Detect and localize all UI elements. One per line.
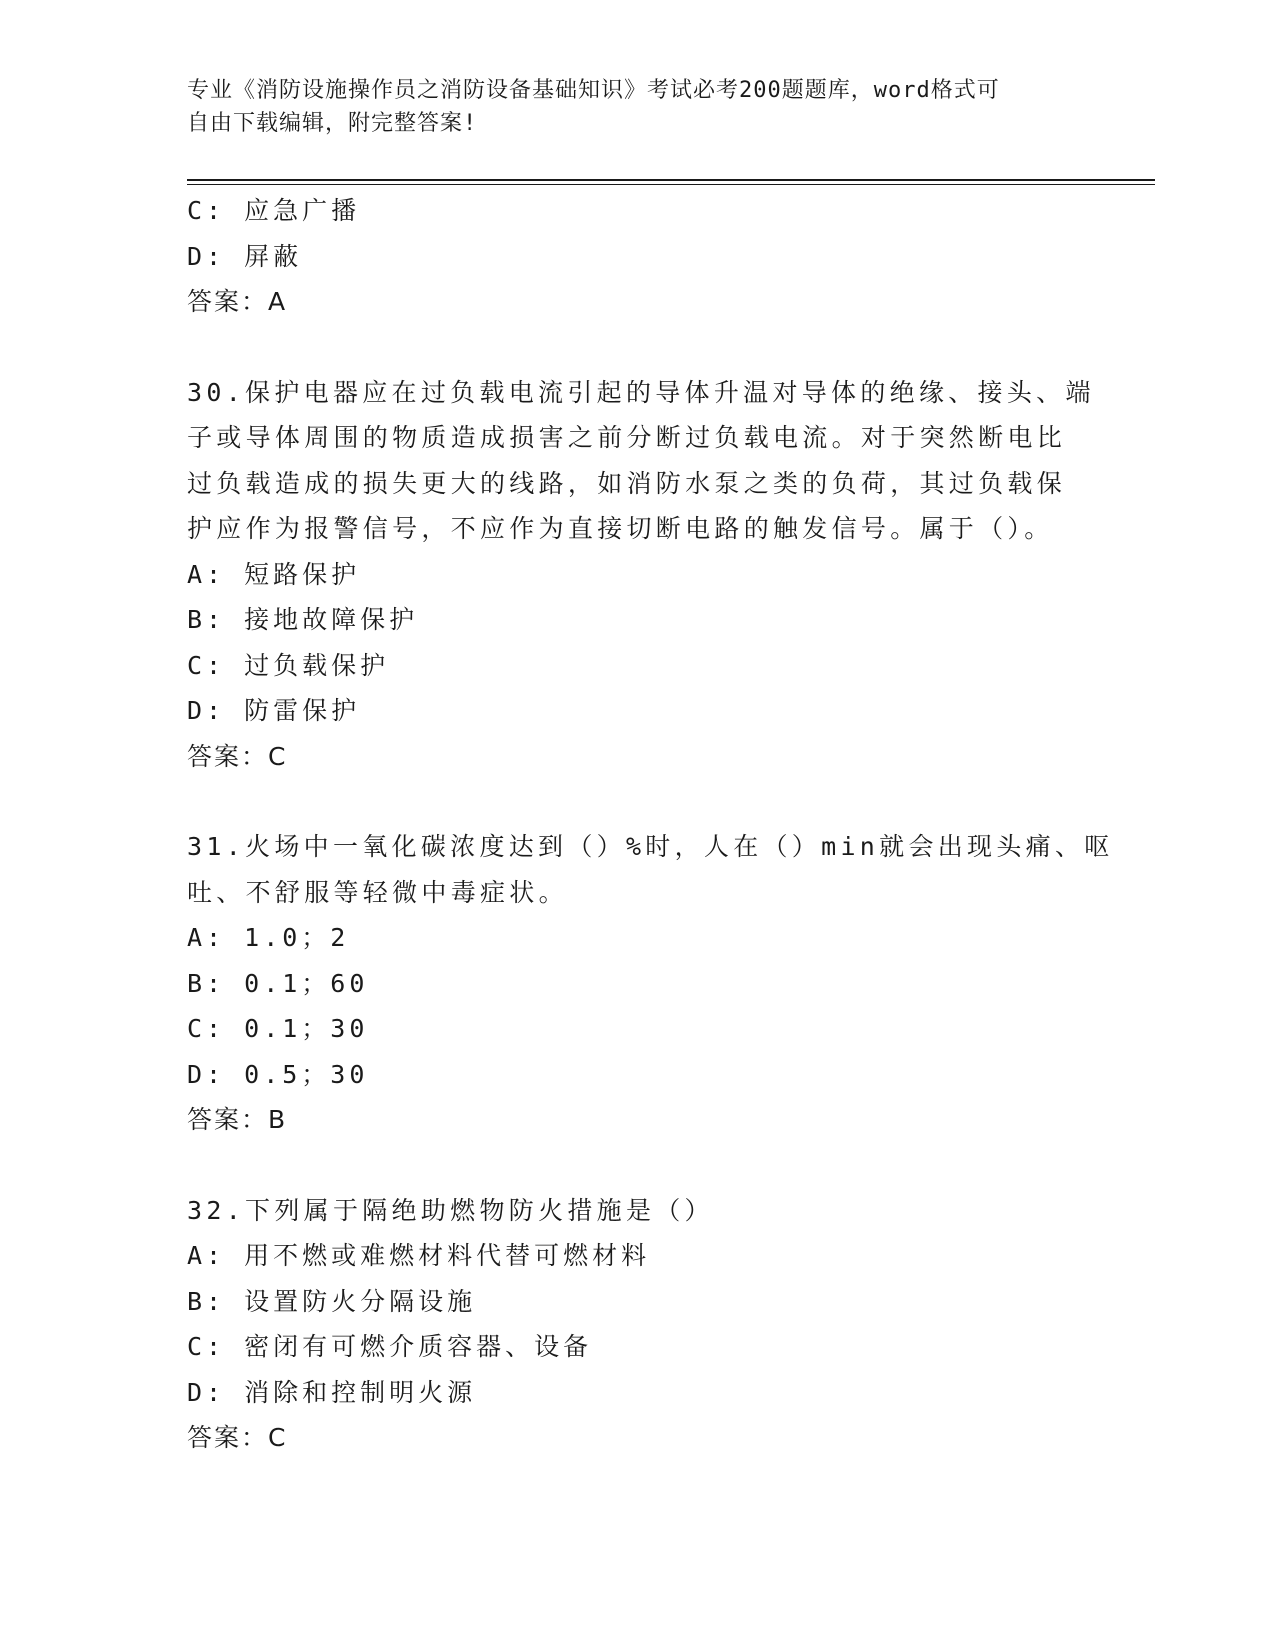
stem-line: 31.火场中一氧化碳浓度达到（）%时，人在（）min就会出现头痛、呕 <box>187 832 1114 861</box>
question-continued <box>187 188 1087 325</box>
option-d: D: 消除和控制明火源 <box>187 1377 477 1407</box>
option-c: C: 应急广播 <box>187 196 361 225</box>
option-d: D: 防雷保护 <box>187 696 361 725</box>
option-d: D: 屏蔽 <box>187 241 303 271</box>
header-line-2: 自由下载编辑，附完整答案! <box>187 111 478 136</box>
option-a: A: 1.0；2 <box>187 923 350 952</box>
stem-line: 吐、不舒服等轻微中毒症状。 <box>187 877 568 907</box>
header-rule-thin <box>187 184 1155 185</box>
option-b: B: 0.1；60 <box>187 968 369 998</box>
option-c: C: 0.1；30 <box>187 1014 369 1043</box>
question-32 <box>187 1188 1087 1461</box>
stem-line: 30.保护电器应在过负载电流引起的导体升温对导体的绝缘、接头、端 <box>187 377 1095 407</box>
question-stem <box>187 370 1095 552</box>
option-b: B: 接地故障保护 <box>187 605 419 634</box>
question-stem <box>187 824 1114 915</box>
option-b: B: 设置防火分隔设施 <box>187 1286 477 1316</box>
answer-line: 答案：C <box>187 1423 288 1452</box>
stem-line: 过负载造成的损失更大的线路，如消防水泵之类的负荷，其过负载保 <box>187 468 1067 498</box>
answer-line: 答案：C <box>187 741 288 771</box>
header-line-1: 专业《消防设施操作员之消防设备基础知识》考试必考200题题库，word格式可 <box>187 78 1000 103</box>
header-rule-thick <box>187 179 1155 181</box>
question-31 <box>187 824 1114 1143</box>
question-stem <box>187 1188 1087 1234</box>
option-d: D: 0.5；30 <box>187 1059 369 1089</box>
question-list <box>187 188 1114 1461</box>
option-a: A: 短路保护 <box>187 559 361 589</box>
option-c: C: 过负载保护 <box>187 650 390 680</box>
answer-line: 答案：A <box>187 287 288 316</box>
stem-line: 护应作为报警信号，不应作为直接切断电路的触发信号。属于（）。 <box>187 514 1054 543</box>
question-30 <box>187 370 1095 780</box>
answer-line: 答案：B <box>187 1105 288 1134</box>
option-a: A: 用不燃或难燃材料代替可燃材料 <box>187 1241 651 1270</box>
option-c: C: 密闭有可燃介质容器、设备 <box>187 1332 593 1361</box>
stem-line: 32.下列属于隔绝助燃物防火措施是（） <box>187 1195 714 1225</box>
stem-line: 子或导体周围的物质造成损害之前分断过负载电流。对于突然断电比 <box>187 423 1067 452</box>
document-header <box>187 74 1067 140</box>
